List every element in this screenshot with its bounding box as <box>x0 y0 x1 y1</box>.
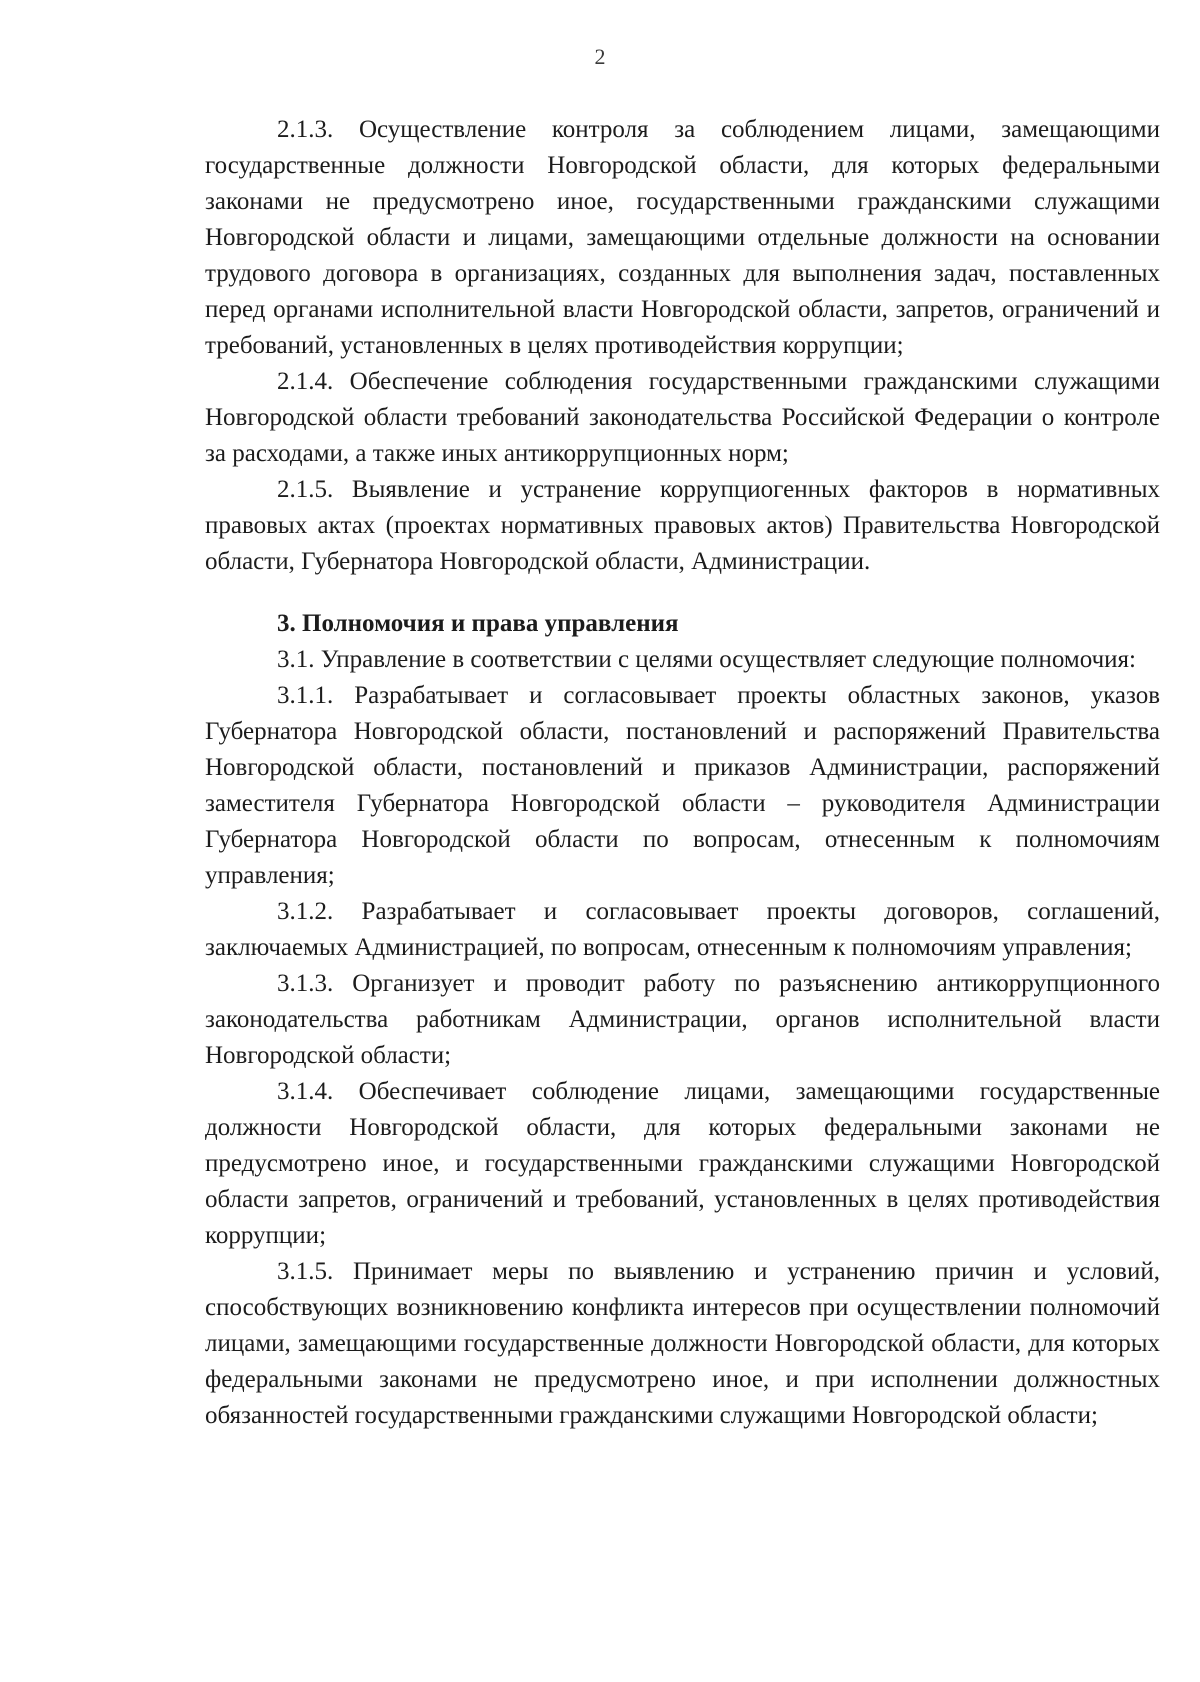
paragraph-2-1-5: 2.1.5. Выявление и устранение коррупциогенных факторов в нормативных правовых актах (проектах нормативных правовых актов) Правительства Новгородской области, Губернатора Новгородской области, Администрации. <box>205 476 1160 575</box>
paragraph-2-1-3: 2.1.3. Осуществление контроля за соблюдением лицами, замещающими государственные должности Новгородской области, для которых федеральными законами не предусмотрено иное, государственными гражданскими служащими Новгородской области и лицами, замещающими отдельные должности на основании трудового договора в организациях, созданных для выполнения задач, поставленных перед органами исполнительной власти Новгородской области, запретов, ограничений и требований, установленных в целях противодействия коррупции; <box>205 116 1160 359</box>
paragraph-2-1-4: 2.1.4. Обеспечение соблюдения государственными гражданскими служащими Новгородской области требований законодательства Российской Федерации о контроле за расходами, а также иных антикоррупционных норм; <box>205 368 1160 467</box>
section-heading: 3. Полномочия и права управления <box>277 610 679 637</box>
paragraph-3-1-2: 3.1.2. Разрабатывает и согласовывает проекты договоров, соглашений, заключаемых Администрацией, по вопросам, отнесенным к полномочиям управления; <box>205 898 1160 961</box>
paragraph-3-1-3: 3.1.3. Организует и проводит работу по разъяснению антикоррупционного законодательства работникам Администрации, органов исполнительной власти Новгородской области; <box>205 970 1160 1069</box>
paragraph-3-1-5: 3.1.5. Принимает меры по выявлению и устранению причин и условий, способствующих возникновению конфликта интересов при осуществлении полномочий лицами, замещающими государственные должности Новгородской области, для которых федеральными законами не предусмотрено иное, и при исполнении должностных обязанностей государственными гражданскими служащими Новгородской области; <box>205 1258 1160 1429</box>
paragraph-3-1: 3.1. Управление в соответствии с целями осуществляет следующие полномочия: <box>277 646 1136 673</box>
page-number: 2 <box>594 44 606 69</box>
paragraph-3-1-1: 3.1.1. Разрабатывает и согласовывает проекты областных законов, указов Губернатора Новгородской области, постановлений и распоряжений Правительства Новгородской области, постановлений и приказов Администрации, распоряжений заместителя Губернатора Новгородской области – руководителя Администрации Губернатора Новгородской области по вопросам, отнесенным к полномочиям управления; <box>205 682 1160 889</box>
document-body <box>205 112 1160 1434</box>
paragraph-3-1-4: 3.1.4. Обеспечивает соблюдение лицами, замещающими государственные должности Новгородской области, для которых федеральными законами не предусмотрено иное, и государственными гражданскими служащими Новгородской области запретов, ограничений и требований, установленных в целях противодействия коррупции; <box>205 1078 1160 1249</box>
